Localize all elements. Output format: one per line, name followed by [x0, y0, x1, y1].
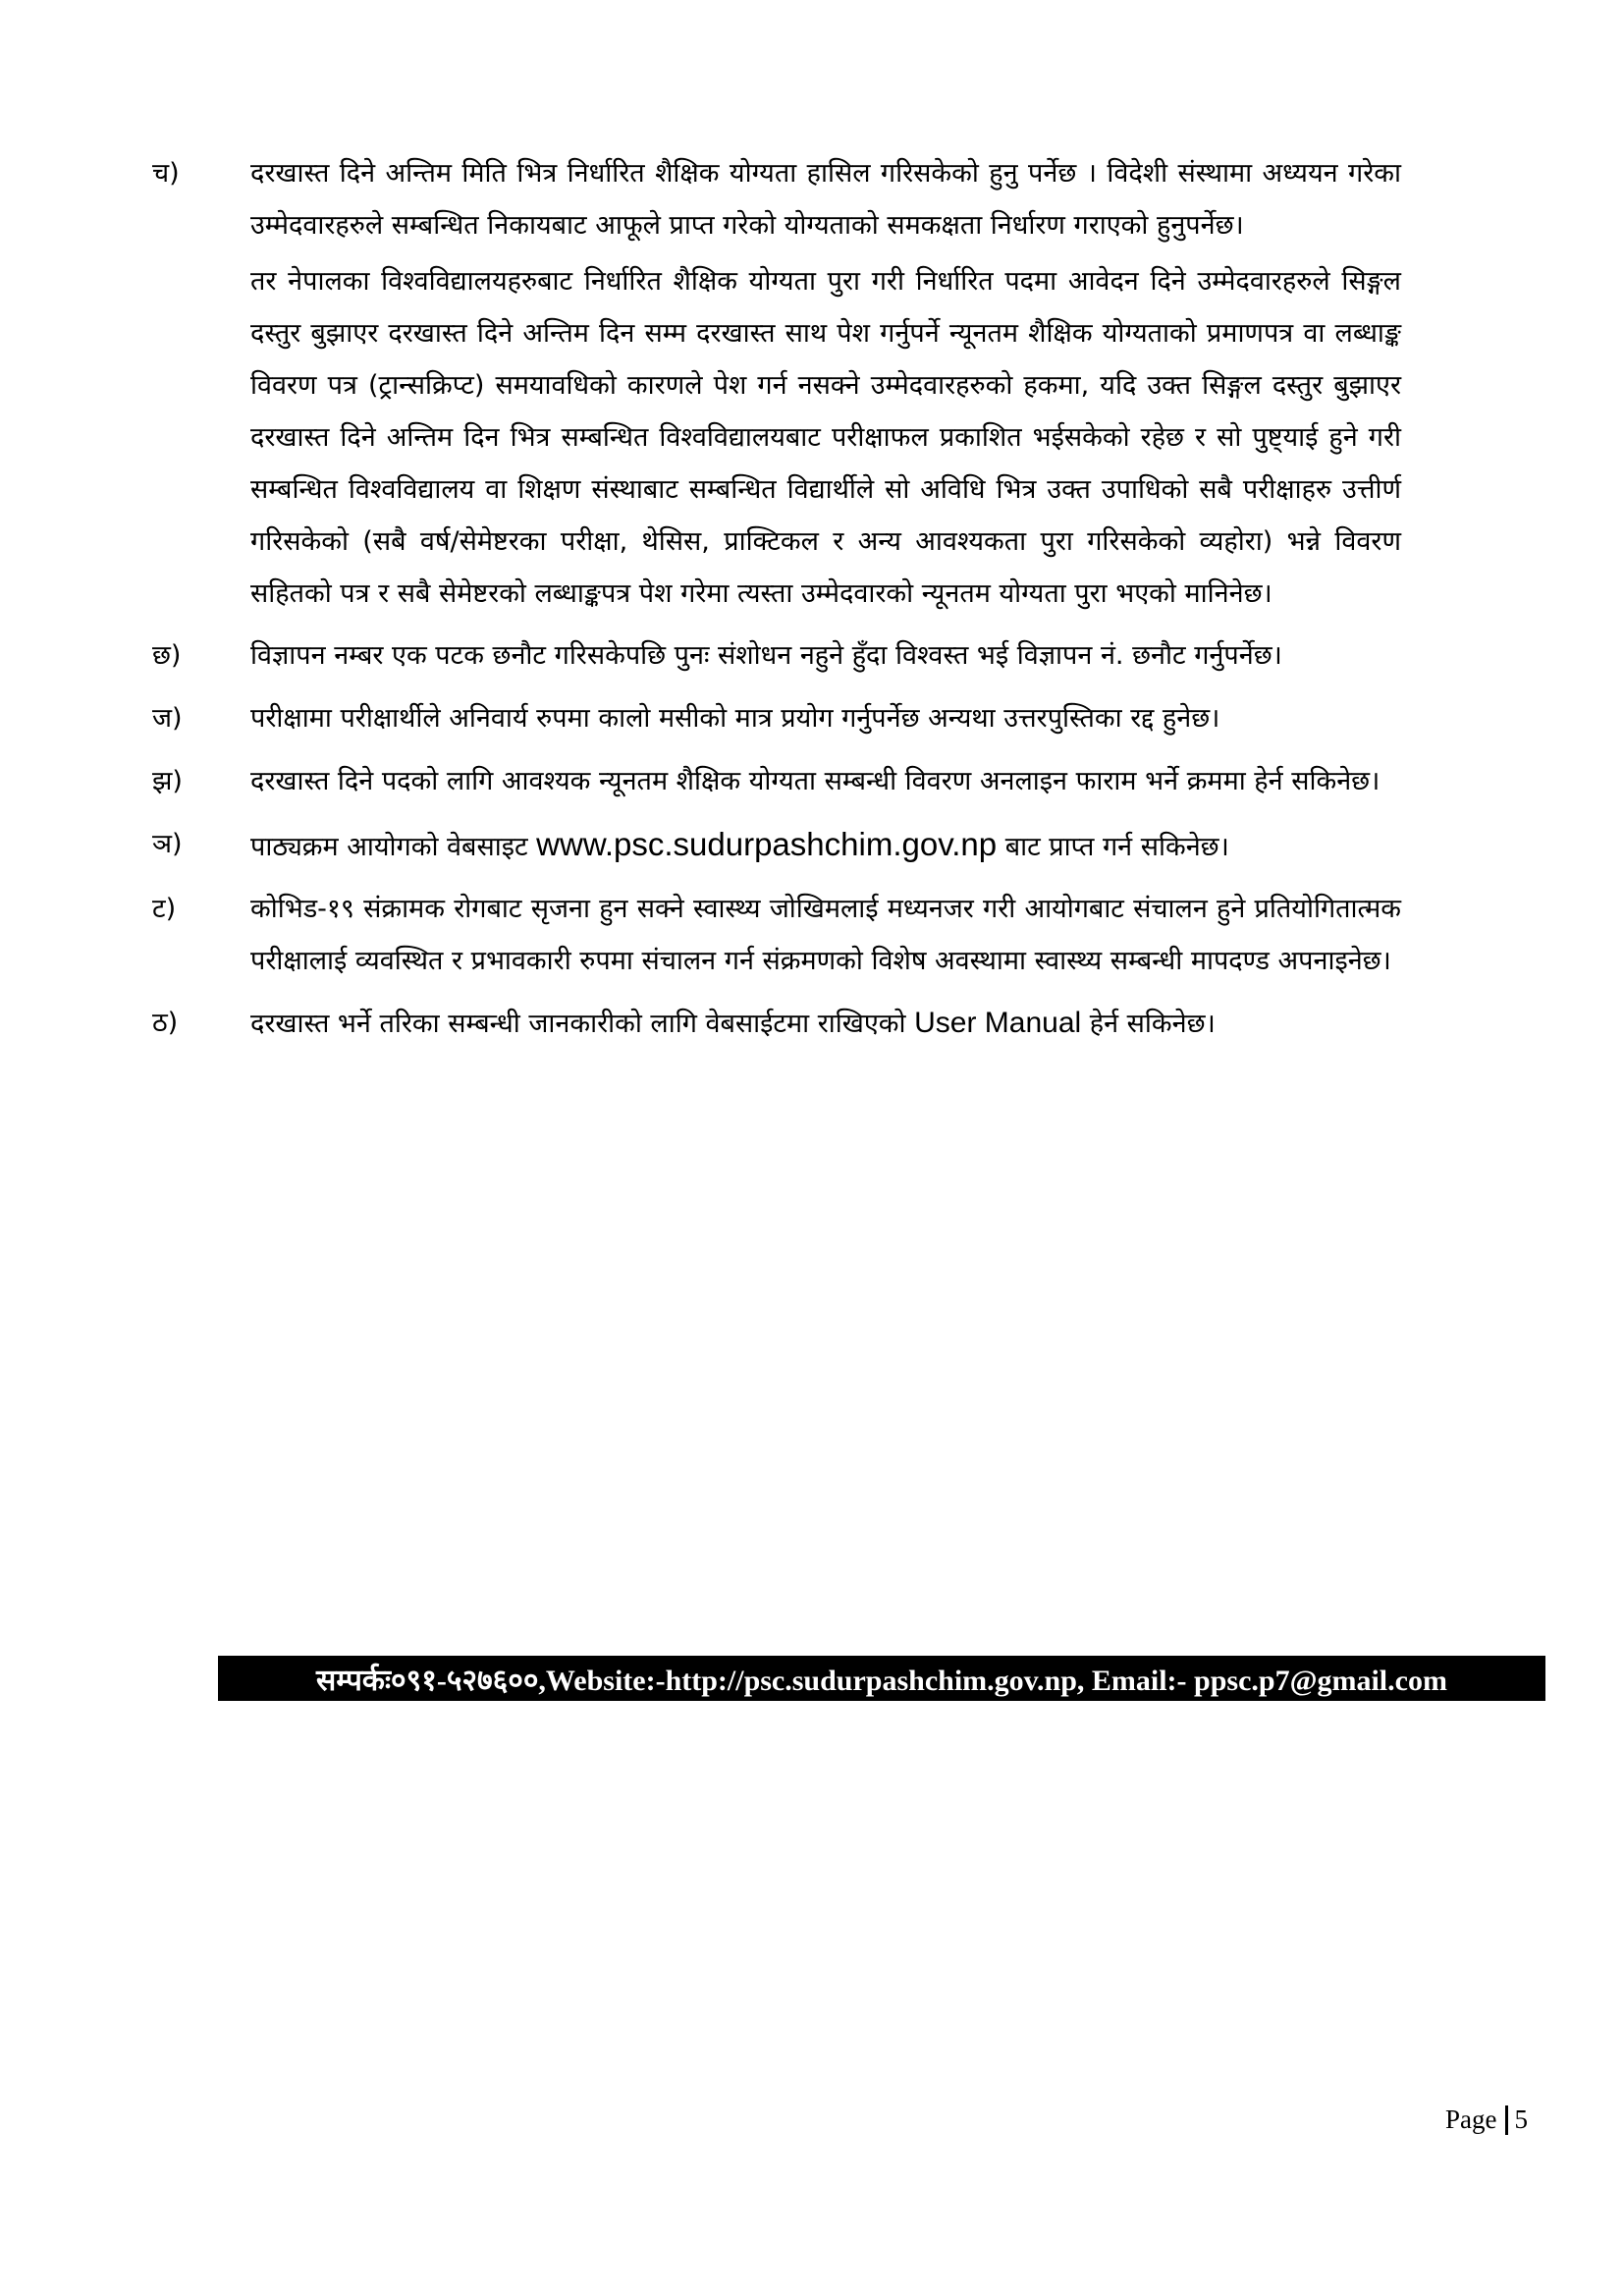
- item-content: [250, 818, 1401, 873]
- item-content: [250, 997, 1401, 1050]
- item-paragraph: परीक्षामा परीक्षार्थीले अनिवार्य रुपमा कालो मसीको मात्र प्रयोग गर्नुपर्नेछ अन्यथा उत्तरपुस्तिका रद्द हुनेछ।: [250, 703, 1220, 734]
- item-marker: ट): [152, 894, 177, 924]
- item-text-before: दरखास्त भर्ने तरिका सम्बन्धी जानकारीको लागि वेबसाईटमा राखिएको: [250, 1009, 915, 1039]
- item-paragraph: दरखास्त दिने पदको लागि आवश्यक न्यूनतम शैक्षिक योग्यता सम्बन्धी विवरण अनलाइन फाराम भर्ने क्रममा हेर्न सकिनेछ।: [250, 766, 1380, 796]
- item-paragraph: विज्ञापन नम्बर एक पटक छनौट गरिसकेपछि पुनः संशोधन नहुने हुँदा विश्वस्त भई विज्ञापन नं. छनौट गर्नुपर्नेछ।: [250, 640, 1282, 671]
- page-number: 5: [1514, 2105, 1528, 2134]
- contact-bar: सम्पर्कः०९१-५२७६००,Website:-http://psc.sudurpashchim.gov.np, Email:- ppsc.p7@gmail.com: [218, 1656, 1545, 1701]
- list-item-cha: [152, 147, 1401, 620]
- item-content: [250, 883, 1401, 987]
- item-text-after: बाट प्राप्त गर्न सकिनेछ।: [997, 832, 1229, 862]
- list-item-ta: [152, 883, 1401, 987]
- item-text-before: पाठ्यक्रम आयोगको वेबसाइट: [250, 832, 537, 862]
- list-item-chha: [152, 629, 1401, 683]
- page-footer: [1445, 2105, 1528, 2135]
- item-marker: च): [152, 158, 180, 189]
- item-content: [250, 692, 1401, 744]
- item-text-after: हेर्न सकिनेछ।: [1081, 1009, 1216, 1039]
- item-marker: छ): [152, 640, 182, 671]
- item-marker: ज): [152, 703, 183, 734]
- item-marker: झ): [152, 766, 183, 796]
- footer-divider: [1505, 2105, 1508, 2135]
- list-item-tha: [152, 997, 1401, 1050]
- item-marker: ञ): [152, 829, 183, 859]
- item-paragraph: तर नेपालका विश्वविद्यालयहरुबाट निर्धारित शैक्षिक योग्यता पुरा गरी निर्धारित पदमा आवेदन दिने उम्मेदवारहरुले सिङ्गल दस्तुर बुझाएर दरखास्त दिने अन्तिम दिन सम्म दरखास्त साथ पेश गर्नुपर्ने न्यूनतम शैक्षिक योग्यताको प्रमाणपत्र वा लब्धाङ्क विवरण पत्र (ट्रान्सक्रिप्ट) समयावधिको कारणले पेश गर्न नसक्ने उम्मेदवारहरुको हकमा, यदि उक्त सिङ्गल दस्तुर बुझाएर दरखास्त दिने अन्तिम दिन भित्र सम्बन्धित विश्वविद्यालयबाट परीक्षाफल प्रकाशित भईसकेको रहेछ र सो पुष्ट्याई हुने गरी सम्बन्धित विश्वविद्यालय वा शिक्षण संस्थाबाट सम्बन्धित विद्यार्थीले सो अविधि भित्र उक्त उपाधिको सबै परीक्षाहरु उत्तीर्ण गरिसकेको (सबै वर्ष/सेमेष्टरका परीक्षा, थेसिस, प्राक्टिकल र अन्य आवश्यकता पुरा गरिसकेको व्यहोरा) भन्ने विवरण सहितको पत्र र सबै सेमेष्टरको लब्धाङ्कपत्र पेश गरेमा त्यस्ता उम्मेदवारको न्यूनतम योग्यता पुरा भएको मानिनेछ।: [250, 266, 1401, 609]
- item-content: [250, 755, 1401, 807]
- website-link[interactable]: www.psc.sudurpashchim.gov.np: [536, 826, 998, 862]
- page-label: Page: [1445, 2105, 1497, 2134]
- list-item-nya: [152, 818, 1401, 873]
- user-manual-text: User Manual: [914, 1007, 1082, 1039]
- list-item-ja: [152, 692, 1401, 745]
- list-item-jha: [152, 755, 1401, 808]
- item-paragraph: कोभिड-१९ संक्रामक रोगबाट सृजना हुन सक्ने स्वास्थ्य जोखिमलाई मध्यनजर गरी आयोगबाट संचालन हुने प्रतियोगितात्मक परीक्षालाई व्यवस्थित र प्रभावकारी रुपमा संचालन गर्न संक्रमणको विशेष अवस्थामा स्वास्थ्य सम्बन्धी मापदण्ड अपनाइनेछ।: [250, 894, 1401, 976]
- item-paragraph: [250, 997, 1401, 1050]
- instruction-list: [152, 147, 1401, 1060]
- item-content: [250, 147, 1401, 620]
- item-marker: ठ): [152, 1008, 179, 1038]
- item-content: [250, 629, 1401, 682]
- item-paragraph: दरखास्त दिने अन्तिम मिति भित्र निर्धारित शैक्षिक योग्यता हासिल गरिसकेको हुनु पर्नेछ । विदेशी संस्थामा अध्ययन गरेका उम्मेदवारहरुले सम्बन्धित निकायबाट आफूले प्राप्त गरेको योग्यताको समकक्षता निर्धारण गराएको हुनुपर्नेछ।: [250, 158, 1401, 241]
- item-paragraph: [250, 818, 1401, 873]
